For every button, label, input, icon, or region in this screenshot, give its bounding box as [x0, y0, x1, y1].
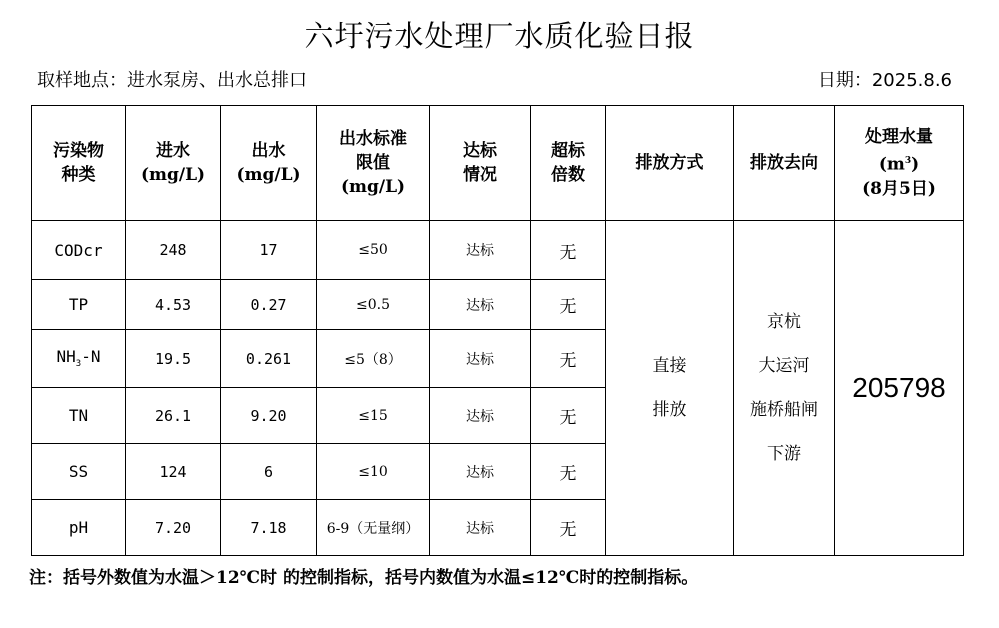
- exceed-ratio: 无: [531, 500, 606, 556]
- page-title: 六圩污水处理厂水质化验日报: [304, 19, 695, 53]
- discharge-mode-cell: 直接 排放: [606, 221, 734, 556]
- outflow-value: 17: [221, 221, 317, 280]
- limit-value: 6-9（无量纲）: [317, 500, 430, 556]
- pollutant-name: TP: [32, 280, 126, 330]
- water-quality-table: [31, 105, 964, 556]
- exceed-ratio: 无: [531, 280, 606, 330]
- exceed-ratio: 无: [531, 388, 606, 444]
- inflow-value: 124: [126, 444, 221, 500]
- limit-value: ≤0.5: [317, 280, 430, 330]
- discharge-destination-cell: 京杭 大运河 施桥船闸 下游: [734, 221, 835, 556]
- exceed-ratio: 无: [531, 330, 606, 388]
- header-limit: 出水标准 限值 (mg/L): [317, 106, 430, 221]
- outflow-value: 6: [221, 444, 317, 500]
- compliance-status: 达标: [430, 330, 531, 388]
- limit-value: ≤10: [317, 444, 430, 500]
- header-pollutant: 污染物 种类: [32, 106, 126, 221]
- sampling-location: 取样地点：进水泵房、出水总排口: [37, 70, 307, 91]
- limit-value: ≤50: [317, 221, 430, 280]
- exceed-ratio: 无: [531, 221, 606, 280]
- treated-volume-value: 205798: [835, 221, 964, 556]
- footnote: 注：括号外数值为水温＞12℃时 的控制指标，括号内数值为水温≤12℃时的控制指标。: [29, 568, 699, 588]
- pollutant-name: pH: [32, 500, 126, 556]
- pollutant-name: SS: [32, 444, 126, 500]
- pollutant-name: CODcr: [32, 221, 126, 280]
- pollutant-name: TN: [32, 388, 126, 444]
- header-discharge-mode: 排放方式: [606, 106, 734, 221]
- header-exceed: 超标 倍数: [531, 106, 606, 221]
- header-treated-volume: 处理水量 $(m^3)$ (8月5日): [835, 106, 964, 221]
- outflow-value: 9.20: [221, 388, 317, 444]
- limit-value: ≤15: [317, 388, 430, 444]
- report-date: 日期：2025.8.6: [817, 70, 952, 91]
- outflow-value: 7.18: [221, 500, 317, 556]
- header-inflow: 进水 (mg/L): [126, 106, 221, 221]
- compliance-status: 达标: [430, 280, 531, 330]
- outflow-value: 0.261: [221, 330, 317, 388]
- inflow-value: 7.20: [126, 500, 221, 556]
- compliance-status: 达标: [430, 221, 531, 280]
- inflow-value: 19.5: [126, 330, 221, 388]
- header-discharge-destination: 排放去向: [734, 106, 835, 221]
- limit-value: ≤5（8）: [317, 330, 430, 388]
- inflow-value: 4.53: [126, 280, 221, 330]
- inflow-value: 26.1: [126, 388, 221, 444]
- header-compliance: 达标 情况: [430, 106, 531, 221]
- header-row: [32, 106, 964, 221]
- compliance-status: 达标: [430, 388, 531, 444]
- pollutant-name: $NH_3-N$: [32, 330, 126, 388]
- inflow-value: 248: [126, 221, 221, 280]
- compliance-status: 达标: [430, 444, 531, 500]
- outflow-value: 0.27: [221, 280, 317, 330]
- compliance-status: 达标: [430, 500, 531, 556]
- exceed-ratio: 无: [531, 444, 606, 500]
- table-row: [32, 221, 964, 280]
- header-outflow: 出水 (mg/L): [221, 106, 317, 221]
